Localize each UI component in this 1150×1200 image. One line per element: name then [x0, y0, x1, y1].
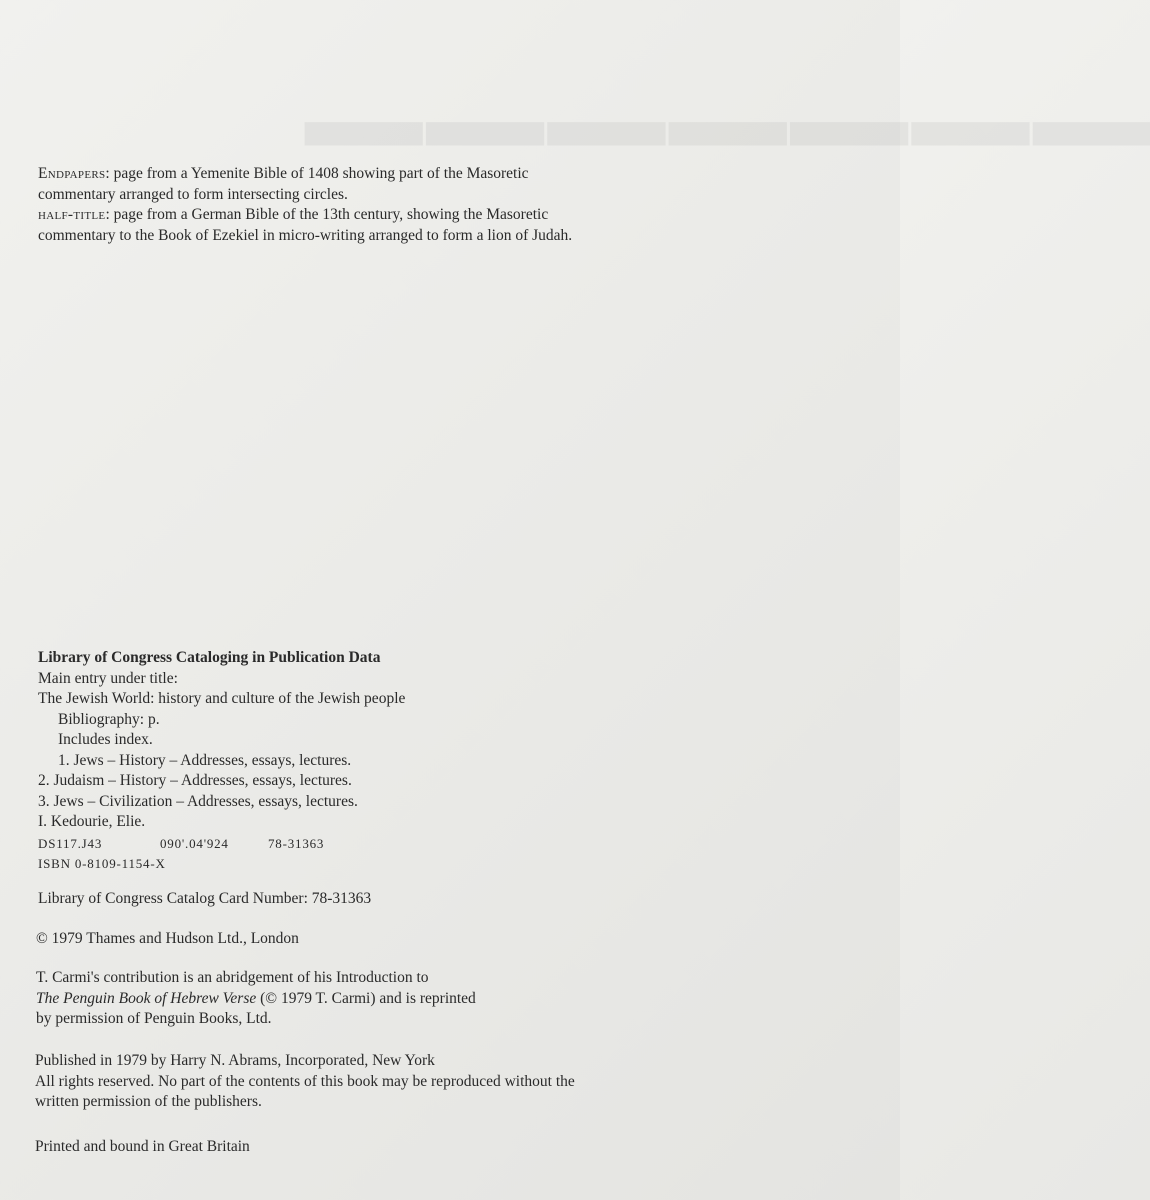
cip-dewey-class: 090'.04'924: [160, 835, 229, 851]
publisher-line-1: Published in 1979 by Harry N. Abrams, Incorporated, New York: [35, 1052, 435, 1069]
cip-ds-class: DS117.J43: [38, 835, 103, 851]
cip-data-block: [38, 648, 405, 875]
half-title-label: half-title: [38, 206, 106, 223]
cip-title-line: The Jewish World: history and culture of the Jewish people: [38, 690, 406, 707]
endpapers-label: Endpapers: [38, 165, 106, 182]
endpapers-note: Endpapers: page from a Yemenite Bible of 1408 showing part of the Masoretic: [38, 165, 529, 182]
cip-subject-3: 3. Jews – Civilization – Addresses, essays, lectures.: [38, 792, 358, 810]
carmi-permission-note: [36, 968, 476, 1030]
cip-bibliography: Bibliography: p.: [58, 710, 160, 728]
cip-index: Includes index.: [58, 731, 153, 748]
copyright-line: © 1979 Thames and Hudson Ltd., London: [36, 930, 299, 947]
cip-classification-row: [38, 834, 405, 855]
cip-lccn: 78-31363: [268, 835, 325, 851]
half-title-note-line2: commentary to the Book of Ezekiel in micro-writing arranged to form a lion of Judah.: [38, 226, 573, 244]
carmi-line-2: The Penguin Book of Hebrew Verse (© 1979 T. Carmi) and is reprinted: [36, 989, 476, 1007]
cip-subject-1: 1. Jews – History – Addresses, essays, lectures.: [58, 751, 352, 769]
cip-main-entry: Main entry under title:: [38, 669, 178, 687]
publisher-block: [35, 1051, 575, 1113]
cip-isbn: ISBN 0-8109-1154-X: [38, 856, 166, 871]
cip-subject-2: 2. Judaism – History – Addresses, essays, lectures.: [38, 772, 352, 789]
half-title-note: half-title: page from a German Bible of the 13th century, showing the Masoretic: [38, 206, 549, 223]
publisher-line-3: written permission of the publishers.: [35, 1093, 262, 1110]
cip-heading: Library of Congress Cataloging in Publication Data: [38, 649, 381, 666]
carmi-line-1: T. Carmi's contribution is an abridgement of his Introduction to: [36, 969, 429, 986]
carmi-line-3: by permission of Penguin Books, Ltd.: [36, 1010, 272, 1027]
illustration-notes: [38, 164, 572, 246]
endpapers-note-line2: commentary arranged to form intersecting circles.: [38, 185, 348, 203]
publisher-line-2: All rights reserved. No part of the contents of this book may be reproduced without the: [35, 1072, 575, 1090]
printed-in-line: Printed and bound in Great Britain: [35, 1138, 250, 1155]
cip-editor: I. Kedourie, Elie.: [38, 813, 146, 830]
catalog-card-number: Library of Congress Catalog Card Number: 78-31363: [38, 890, 372, 907]
carmi-book-title: The Penguin Book of Hebrew Verse: [36, 989, 257, 1007]
